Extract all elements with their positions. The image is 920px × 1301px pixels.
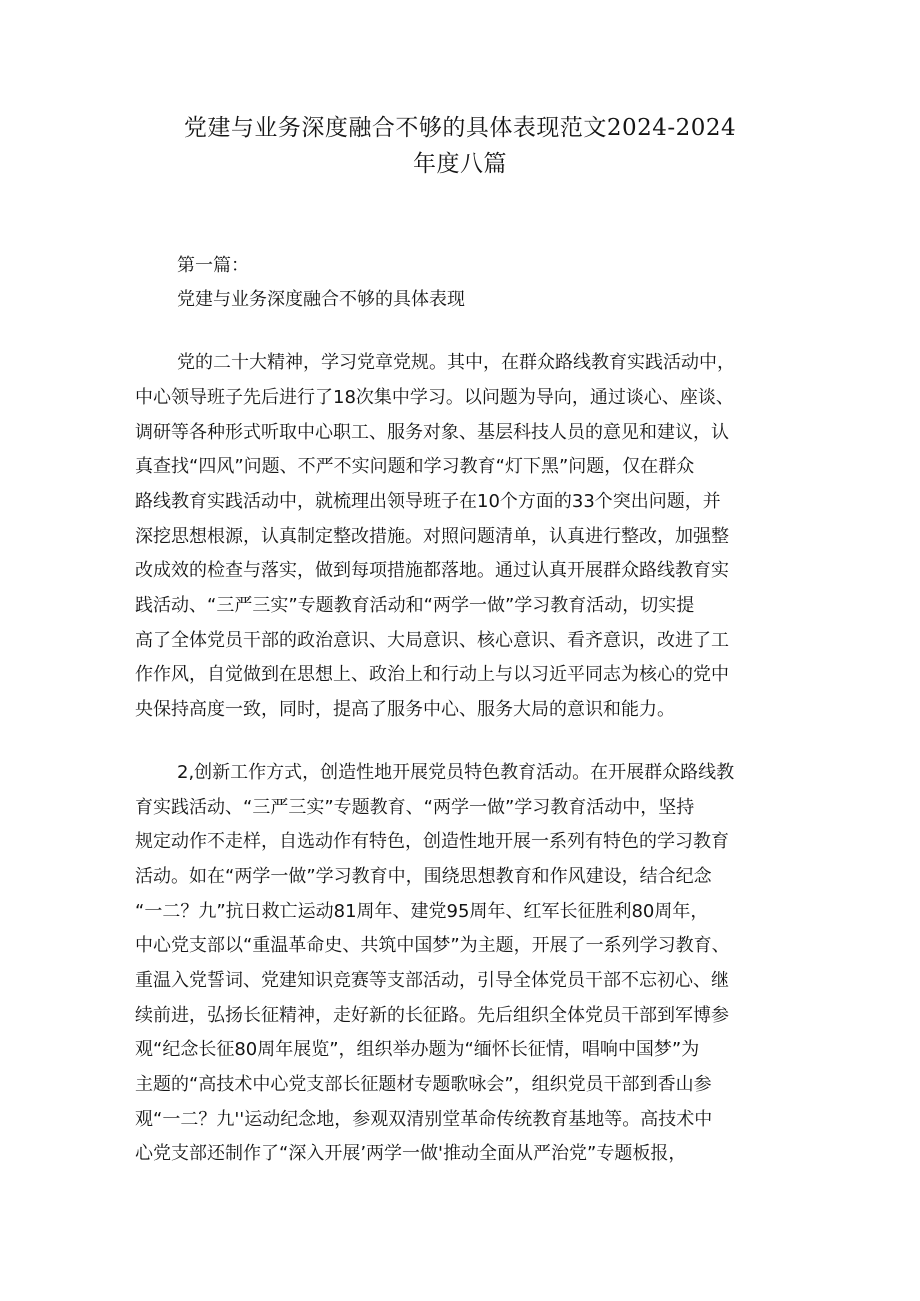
paragraph-line: 调研等各种形式听取中心职工、服务对象、基层科技人员的意见和建议，认 [135, 422, 729, 443]
paragraph-line: 中心党支部以“重温革命史、共筑中国梦”为主题，开展了一系列学习教育、 [135, 935, 730, 956]
paragraph-line: 育实践活动、“三严三实”专题教育、“两学一做”学习教育活动中，坚持 [135, 797, 695, 818]
paragraph-line: 作作风，自觉做到在思想上、政治上和行动上与以习近平同志为核心的党中 [135, 664, 729, 685]
paragraph-line: 活动。如在“两学一做”学习教育中，围绕思想教育和作风建设，结合纪念 [135, 866, 712, 887]
paragraph-line: 党的二十大精神，学习党章党规。其中，在群众路线教育实践活动中， [177, 352, 735, 373]
paragraph-line: 主题的“高技术中心党支部长征题材专题歌咏会”，组织党员干部到香山参 [135, 1074, 712, 1095]
document-title-line-2: 年度八篇 [413, 151, 507, 177]
paragraph-line: 观“一二？九''运动纪念地，参观双清别堂革命传统教育基地等。高技术中 [135, 1109, 713, 1130]
paragraph-line: 改成效的检查与落实，做到每项措施都落地。通过认真开展群众路线教育实 [135, 560, 729, 581]
paragraph-line: 路线教育实践活动中，就梳理出领导班子在10个方面的33个突出问题，并 [135, 491, 721, 512]
document-title-line-1: 党建与业务深度融合不够的具体表现范文2024-2024 [183, 115, 737, 141]
paragraph-line: 高了全体党员干部的政治意识、大局意识、核心意识、看齐意识，改进了工 [135, 630, 729, 651]
paragraph-line: 重温入党誓词、党建知识竞赛等支部活动，引导全体党员干部不忘初心、继 [135, 970, 729, 991]
paragraph-line: 心党支部还制作了“深入开展’两学一做'推动全面从严治党”专题板报， [135, 1143, 687, 1164]
paragraph-line: 续前进，弘扬长征精神，走好新的长征路。先后组织全体党员干部到军博参 [135, 1005, 729, 1026]
section-label: 第一篇： [177, 255, 249, 276]
paragraph-line: 央保持高度一致，同时，提高了服务中心、服务大局的意识和能力。 [135, 699, 675, 720]
paragraph-line: 观“纪念长征80周年展览”，组织举办题为“缅怀长征情，唱响中国梦”为 [135, 1039, 700, 1060]
paragraph-line: 2,创新工作方式，创造性地开展党员特色教育活动。在开展群众路线教 [177, 762, 735, 783]
paragraph-line: 真查找“四风”问题、不严不实问题和学习教育“灯下黑”问题，仅在群众 [135, 456, 695, 477]
paragraph-line: “一二？九”抗日救亡运动81周年、建党95周年、红军长征胜利80周年， [135, 901, 709, 922]
paragraph-line: 深挖思想根源，认真制定整改措施。对照问题清单，认真进行整改，加强整 [135, 526, 729, 547]
paragraph-line: 践活动、“三严三实”专题教育活动和“两学一做”学习教育活动，切实提 [135, 595, 695, 616]
paragraph-line: 中心领导班子先后进行了18次集中学习。以问题为导向，通过谈心、座谈、 [135, 387, 734, 408]
section-subtitle: 党建与业务深度融合不够的具体表现 [177, 289, 465, 310]
paragraph-line: 规定动作不走样，自选动作有特色，创造性地开展一系列有特色的学习教育 [135, 831, 729, 852]
